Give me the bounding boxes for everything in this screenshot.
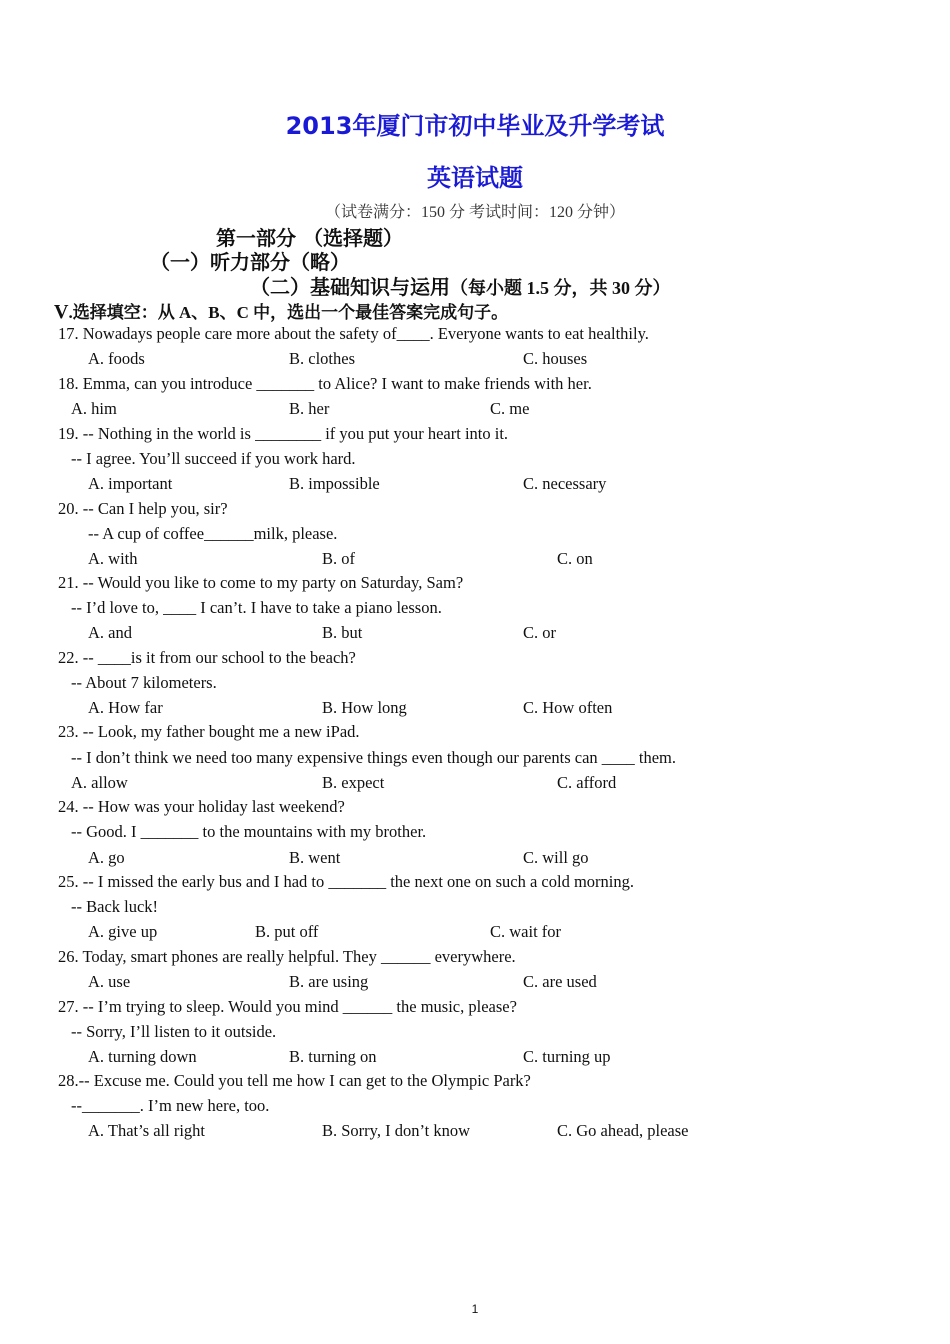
question-22-stem: 22. -- ____is it from our school to the beach? [58,648,356,667]
question-20-reply: -- A cup of coffee______milk, please. [88,524,338,543]
question-22-option-a[interactable]: A. How far [88,698,163,717]
question-19-option-a[interactable]: A. important [88,474,173,493]
question-26-option-b[interactable]: B. are using [289,972,369,991]
question-19-option-c[interactable]: C. necessary [523,474,607,493]
question-17-option-a[interactable]: A. foods [88,349,145,368]
question-27-option-a[interactable]: A. turning down [88,1047,197,1066]
question-21-stem: 21. -- Would you like to come to my party on Saturday, Sam? [58,573,464,592]
question-28-option-c[interactable]: C. Go ahead, please [557,1121,689,1140]
question-24-option-a[interactable]: A. go [88,848,125,867]
question-25-stem: 25. -- I missed the early bus and I had to _______ the next one on such a cold morning. [58,872,635,891]
question-19-stem: 19. -- Nothing in the world is ________ if you put your heart into it. [58,424,509,443]
question-23-option-b[interactable]: B. expect [322,773,385,792]
question-25-reply: -- Back luck! [71,897,159,916]
question-25-option-a[interactable]: A. give up [88,922,158,941]
question-21-option-a[interactable]: A. and [88,623,132,642]
question-24-option-b[interactable]: B. went [289,848,341,867]
question-17-stem: 17. Nowadays people care more about the safety of____. Everyone wants to eat healthily. [58,324,649,343]
question-23-option-c[interactable]: C. afford [557,773,617,792]
question-25-option-b[interactable]: B. put off [255,922,319,941]
question-26-stem: 26. Today, smart phones are really helpful. They ______ everywhere. [58,947,516,966]
instruction [54,298,508,324]
exam-info: （试卷满分：150 分 考试时间：120 分钟） [324,204,625,221]
question-27-option-b[interactable]: B. turning on [289,1047,377,1066]
question-20-option-c[interactable]: C. on [557,549,593,568]
instruction-roman: V [54,301,69,323]
question-24-stem: 24. -- How was your holiday last weekend? [58,797,345,816]
question-18-option-a[interactable]: A. him [71,399,117,418]
question-18-stem: 18. Emma, can you introduce _______ to Alice? I want to make friends with her. [58,374,592,393]
question-20-stem: 20. -- Can I help you, sir? [58,499,228,518]
instruction-text: .选择填空：从 A、B、C 中，选出一个最佳答案完成句子。 [68,303,509,322]
question-28-option-b[interactable]: B. Sorry, I don’t know [322,1121,471,1140]
question-25-option-c[interactable]: C. wait for [490,922,562,941]
question-27-option-c[interactable]: C. turning up [523,1047,611,1066]
page-number: 1 [471,1302,479,1316]
basics-title: （二）基础知识与运用 [250,275,450,299]
question-17-option-c[interactable]: C. houses [523,349,588,368]
exam-title: 2013年厦门市初中毕业及升学考试 [285,112,665,140]
question-24-reply: -- Good. I _______ to the mountains with my brother. [71,822,427,841]
question-19-reply: -- I agree. You’ll succeed if you work hard. [71,449,356,468]
question-19-option-b[interactable]: B. impossible [289,474,380,493]
question-28-stem: 28.-- Excuse me. Could you tell me how I can get to the Olympic Park? [58,1071,531,1090]
basics-heading [250,271,671,300]
question-23-stem: 23. -- Look, my father bought me a new iPad. [58,722,360,741]
question-23-reply: -- I don’t think we need too many expensive things even though our parents can ____ them. [71,748,677,767]
question-22-option-c[interactable]: C. How often [523,698,613,717]
question-20-option-a[interactable]: A. with [88,549,138,568]
question-27-reply: -- Sorry, I’ll listen to it outside. [71,1022,277,1041]
question-22-reply: -- About 7 kilometers. [71,673,217,692]
question-23-option-a[interactable]: A. allow [71,773,128,792]
listening-heading: （一）听力部分（略） [150,250,350,274]
question-21-option-b[interactable]: B. but [322,623,363,642]
question-24-option-c[interactable]: C. will go [523,848,589,867]
basics-score: （每小题 1.5 分，共 30 分） [450,278,671,298]
question-17-option-b[interactable]: B. clothes [289,349,355,368]
question-28-reply: --_______. I’m new here, too. [71,1096,270,1115]
question-28-option-a[interactable]: A. That’s all right [88,1121,206,1140]
question-18-option-c[interactable]: C. me [490,399,530,418]
question-26-option-a[interactable]: A. use [88,972,131,991]
question-26-option-c[interactable]: C. are used [523,972,597,991]
question-18-option-b[interactable]: B. her [289,399,330,418]
question-21-reply: -- I’d love to, ____ I can’t. I have to take a piano lesson. [71,598,442,617]
exam-subtitle: 英语试题 [427,164,523,192]
part-one-heading: 第一部分 （选择题） [216,226,403,250]
question-22-option-b[interactable]: B. How long [322,698,407,717]
question-27-stem: 27. -- I’m trying to sleep. Would you mind ______ the music, please? [58,997,517,1016]
question-20-option-b[interactable]: B. of [322,549,355,568]
question-21-option-c[interactable]: C. or [523,623,556,642]
